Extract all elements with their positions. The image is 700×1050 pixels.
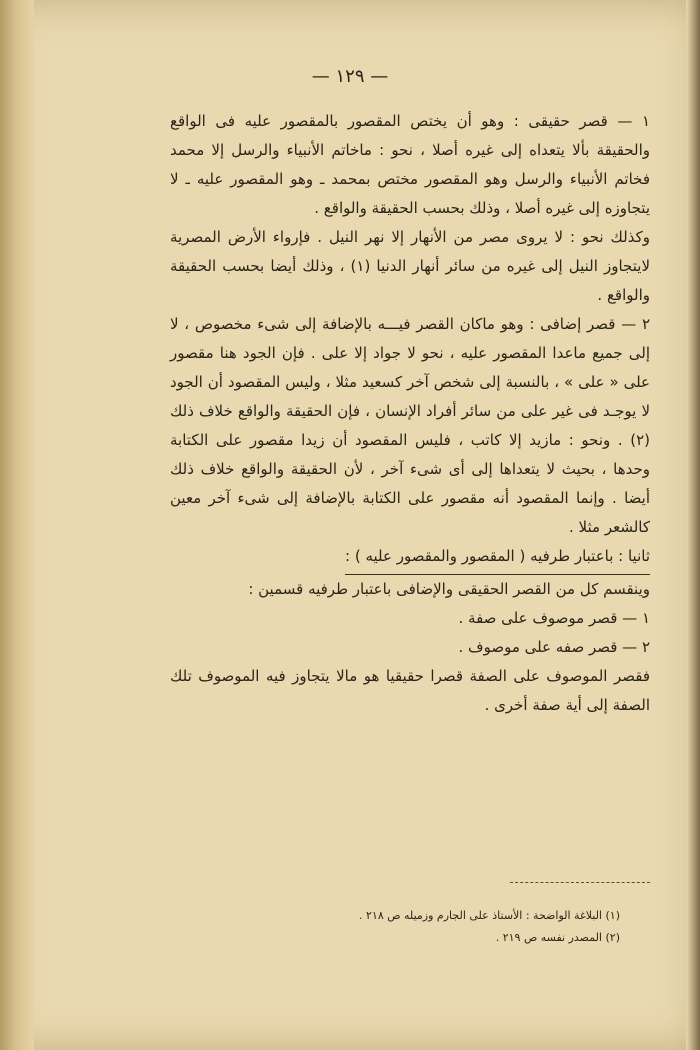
footnote-1: (١) البلاغة الواضحة : الأستاذ على الجارم وزميله ص ٢١٨ . <box>359 909 620 922</box>
paragraph-relative-restriction: ٢ — قصر إضافى : وهو ماكان القصر فيـــه بالإضافة إلى شىء مخصوص ، لا إلى جميع ماعدا المقصور عليه ، نحو لا جواد إلا على . فإن الجود هنا مقصور على « على » ، بالنسبة إلى شخص آخر كسعيد مثلا ، وليس المقصود أن الجود لا يوجـد فى غير على من سائر أفراد الإنسان ، فإن الحقيقة والواقع خلاف ذلك (٢) . ونحو : مازيد إلا كاتب ، فليس المقصود أن زيدا مقصور على الكتابة وحدها ، بحيث لا يتعداها إلى أى شىء آخر ، لأن الحقيقة والواقع خلاف ذلك أيضا . وإنما المقصود أنه مقصور على الكتابة بالإضافة إلى شىء آخر معين كالشعر مثلا . <box>170 315 650 536</box>
paragraph-nile-example: وكذلك نحو : لا يروى مصر من الأنهار إلا نهر النيل . فإرواء الأرض المصرية لايتجاوز النيل إلى غيره من سائر أنهار الدنيا (١) ، وذلك أيضا بحسب الحقيقة والواقع . <box>170 228 650 304</box>
footnote-2: (٢) المصدر نفسه ص ٢١٩ . <box>495 931 620 944</box>
section-heading: ثانيا : باعتبار طرفيه ( المقصور والمقصور عليه ) : <box>345 542 650 575</box>
list-item-2: ٢ — قصر صفه على موصوف . <box>458 638 650 656</box>
footnote-divider <box>510 882 650 883</box>
body-text <box>170 107 650 720</box>
book-spine-shadow <box>0 0 34 1050</box>
page-edge <box>686 0 700 1050</box>
closing-paragraph: فقصر الموصوف على الصفة قصرا حقيقيا هو مالا يتجاوز فيه الموصوف تلك الصفة إلى أية صفة أخرى . <box>170 667 650 714</box>
intro-text: وينقسم كل من القصر الحقيقى والإضافى باعتبار طرفيه قسمين : <box>248 580 650 598</box>
page-number: — ١٢٩ — <box>311 66 389 87</box>
paragraph-real-restriction: ١ — قصر حقيقى : وهو أن يختص المقصور بالمقصور عليه فى الواقع والحقيقة بألا يتعداه إلى غيره أصلا ، نحو : ماخاتم الأنبياء والرسل إلا محمد فخاتم الأنبياء والرسل وهو المقصور مختص بمحمد ـ وهو المقصور عليه ـ لا يتجاوزه إلى غيره أصلا ، وذلك بحسب الحقيقة والواقع . <box>170 112 650 217</box>
footnotes <box>300 905 620 949</box>
list-item-1: ١ — قصر موصوف على صفة . <box>458 609 650 627</box>
